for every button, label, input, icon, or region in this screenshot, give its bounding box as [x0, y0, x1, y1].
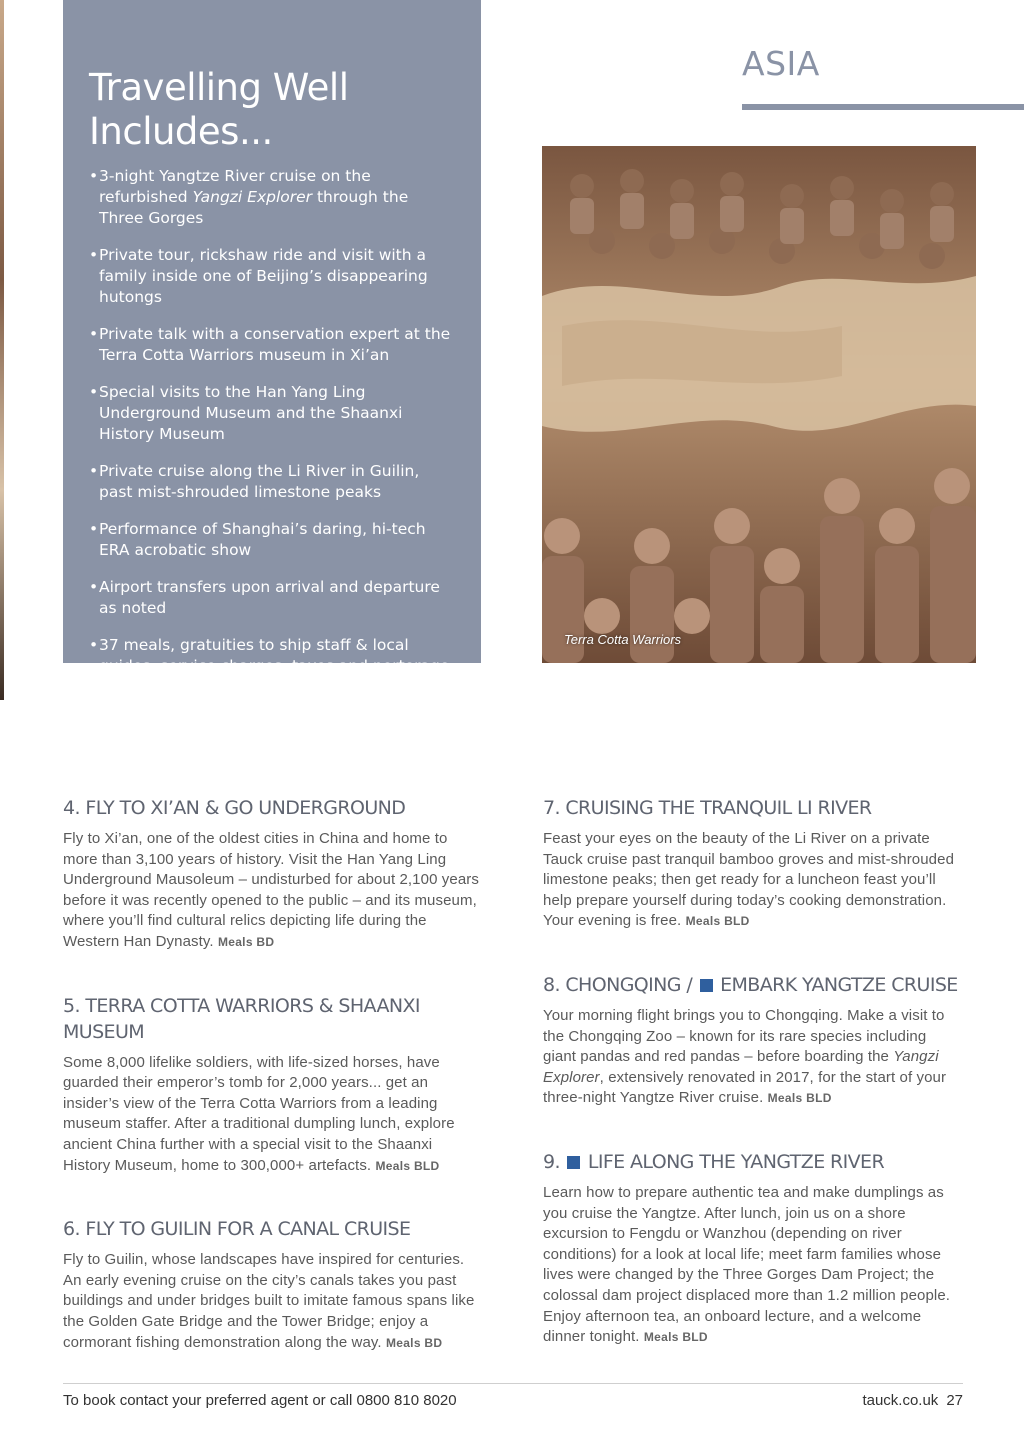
booking-contact: To book contact your preferred agent or call 0800 810 8020 — [63, 1392, 457, 1409]
list-item: • Private talk with a conservation expert at the Terra Cotta Warriors museum in Xi’an — [89, 324, 451, 366]
itinerary-right-column — [543, 795, 963, 1388]
meals-label: Meals BD — [217, 934, 275, 949]
day-title: 5. TERRA COTTA WARRIORS & SHAANXI MUSEUM — [63, 994, 420, 1043]
left-edge-photo-strip — [0, 0, 4, 700]
day-7 — [543, 795, 963, 932]
includes-list — [89, 166, 451, 677]
day-title: 6. FLY TO GUILIN FOR A CANAL CRUISE — [63, 1218, 411, 1241]
list-item: • 37 meals, gratuities to ship staff & local guides, service charges, taxes and porterage — [89, 635, 451, 677]
footer-site-page — [854, 1392, 963, 1409]
day-text: Feast your eyes on the beauty of the Li River on a private Tauck cruise past tranquil bamboo groves and mist-shrouded limestone peaks; then get ready for a luncheon feast you’ll help prepare yourself during today’s cooking demonstration. Your evening is free. Meals BLD — [543, 830, 955, 930]
day-title: 9. LIFE ALONG THE YANGTZE RIVER — [543, 1150, 885, 1173]
blue-square-icon — [567, 1156, 580, 1169]
list-item: • Performance of Shanghai’s daring, hi-tech ERA acrobatic show — [89, 519, 451, 561]
page-number: 27 — [946, 1392, 963, 1409]
day-text: Your morning flight brings you to Chongqing. Make a visit to the Chongqing Zoo – known for its rare species including giant pandas and red pandas – before boarding the Yangzi Explorer, extensively renovated in 2017, for the start of your three-night Yangtze River cruise. Meals BLD — [543, 1006, 947, 1107]
list-item: • Airport transfers upon arrival and departure as noted — [89, 577, 451, 619]
list-item: • Private tour, rickshaw ride and visit with a family inside one of Beijing’s disappearing hutongs — [89, 245, 451, 308]
photo-caption: Terra Cotta Warriors — [564, 632, 682, 647]
day-text: Learn how to prepare authentic tea and make dumplings as you cruise the Yangtze. After lunch, join us on a shore excursion to Fengdu or Wanzhou (depending on river conditions) for a look at local life; meet farm families whose lives were changed by the Three Gorges Dam Project; the colossal dam project displaced more than 1.2 million people. Enjoy afternoon tea, an onboard lecture, and a welcome dinner tonight. Meals BLD — [543, 1183, 951, 1346]
day-title: 7. CRUISING THE TRANQUIL LI RIVER — [543, 797, 872, 819]
meals-label: Meals BLD — [685, 914, 750, 929]
meals-label: Meals BD — [385, 1335, 443, 1350]
itinerary-left-column — [63, 795, 483, 1393]
day-title: 8. CHONGQING / EMBARK YANGTZE CRUISE — [543, 973, 958, 996]
day-6 — [63, 1216, 483, 1353]
list-item: • Private cruise along the Li River in Guilin, past mist-shrouded limestone peaks — [89, 461, 451, 503]
day-text: Fly to Guilin, whose landscapes have inspired for centuries. An early evening cruise on the city’s canals takes you past buildings and under bridges built to imitate famous spans like the Golden Gate Bridge and the Tower Bridge; enjoy a cormorant fishing demonstration along the way. Meals BD — [63, 1251, 475, 1351]
day-text: Some 8,000 lifelike soldiers, with life-sized horses, have guarded their emperor’s tomb for 2,000 years... get an insider’s view of the Terra Cotta Warriors from a leading museum staffer. After a traditional dumpling lunch, explore ancient China further with a special visit to the Shaanxi History Museum, home to 300,000+ artefacts. Meals BLD — [63, 1053, 455, 1174]
list-item: • Special visits to the Han Yang Ling Underground Museum and the Shaanxi History Museum — [89, 382, 451, 445]
region-divider — [742, 104, 1024, 110]
region-label: ASIA — [742, 44, 820, 83]
blue-square-icon — [700, 979, 713, 992]
terra-cotta-warriors-photo — [542, 146, 976, 663]
day-4 — [63, 795, 483, 953]
list-item: • 3-night Yangtze River cruise on the refurbished Yangzi Explorer through the Three Gorges — [89, 166, 451, 229]
travelling-well-includes-box — [63, 0, 481, 675]
day-title: 4. FLY TO XI’AN & GO UNDERGROUND — [63, 797, 406, 819]
meals-label: Meals BLD — [767, 1091, 832, 1106]
day-9 — [543, 1149, 963, 1348]
day-text: Fly to Xi’an, one of the oldest cities in China and home to more than 3,100 years of history. Visit the Han Yang Ling Underground Mausoleum – undisturbed for about 2,100 years before it was recently opened to the public – and its museum, where you’ll find cultural relics depicting life during the Western Han Dynasty. Meals BD — [63, 830, 479, 950]
site-link[interactable]: tauck.co.uk — [862, 1392, 939, 1409]
includes-title: Travelling Well Includes... — [89, 66, 349, 153]
meals-label: Meals BLD — [375, 1158, 440, 1173]
day-8 — [543, 972, 963, 1109]
meals-label: Meals BLD — [643, 1330, 708, 1345]
warriors-illustration — [542, 146, 976, 663]
day-5 — [63, 993, 483, 1177]
footer-divider — [63, 1383, 963, 1384]
